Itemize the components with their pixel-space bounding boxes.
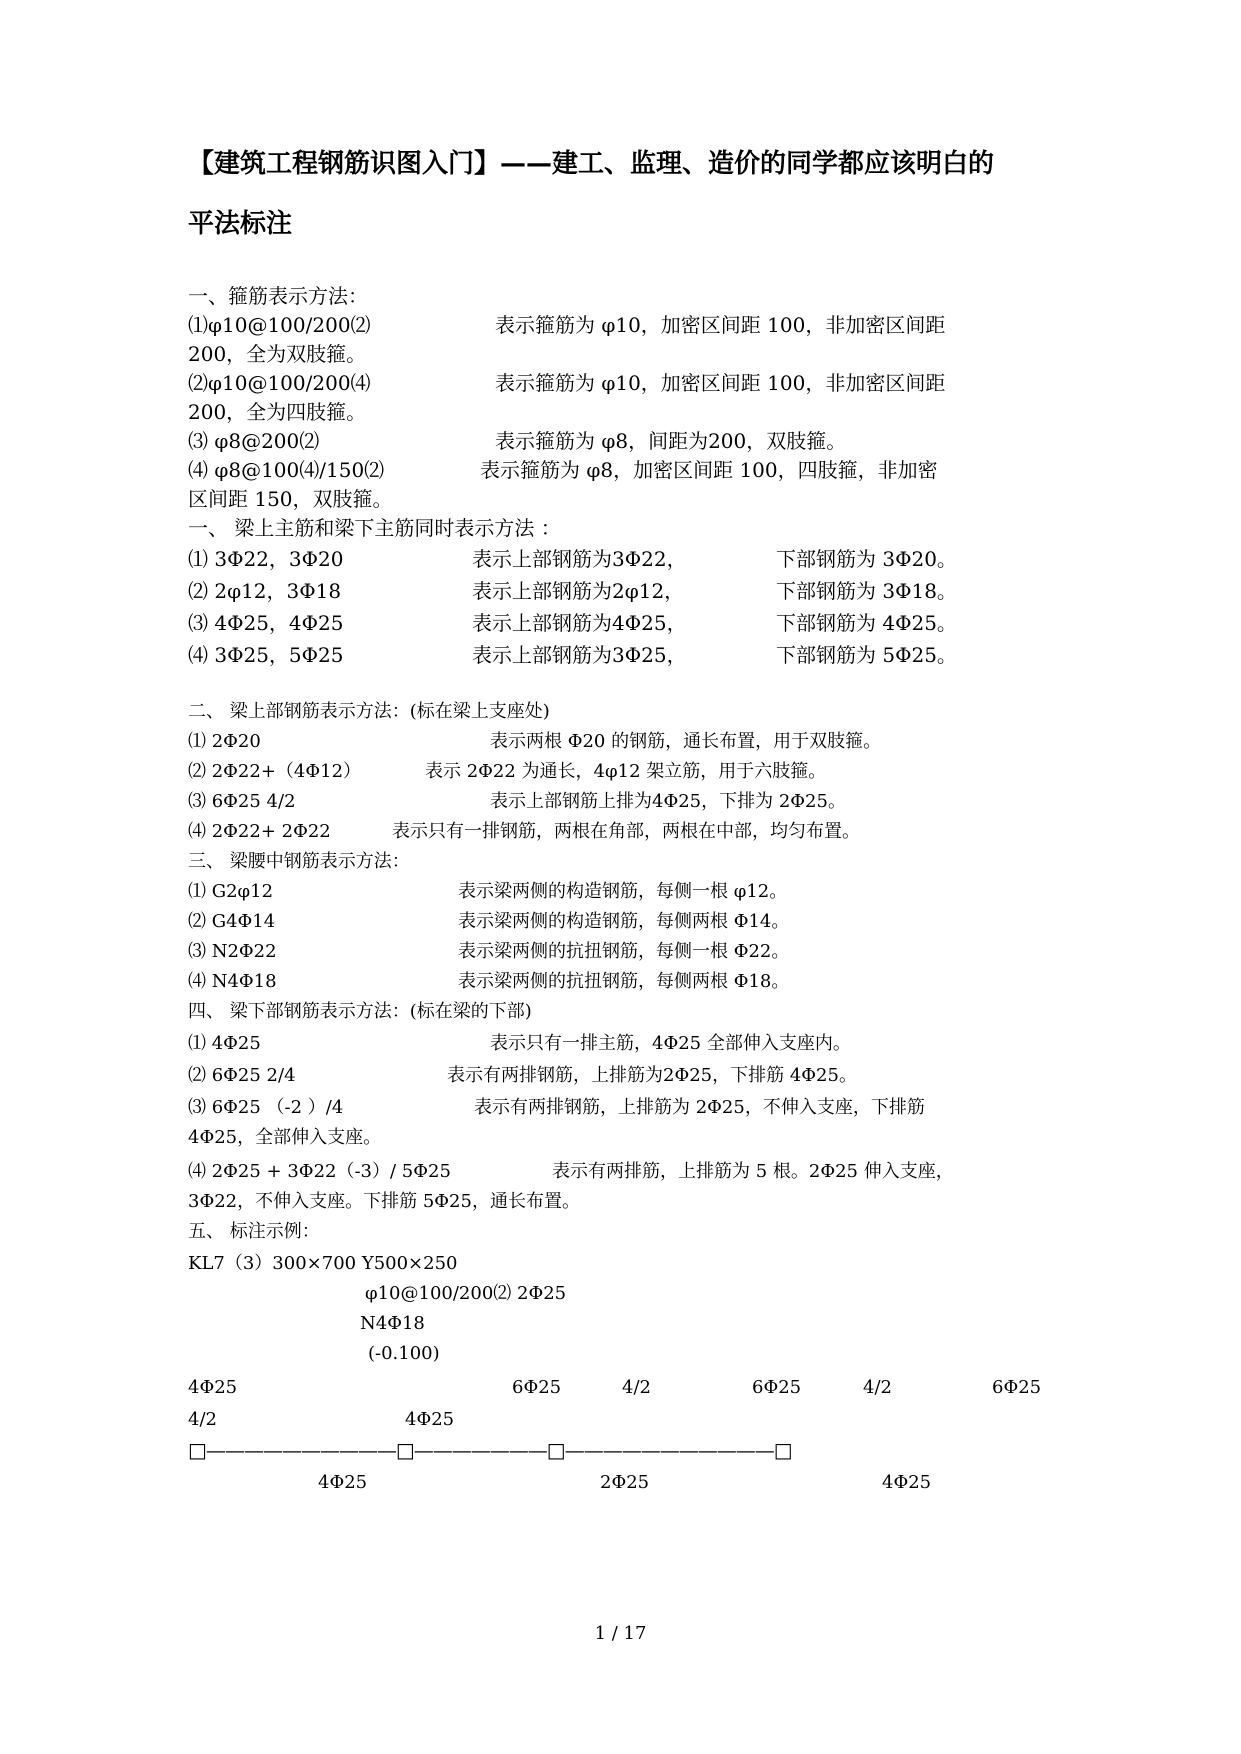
example-top-label-6: 6Φ25 <box>992 1377 1042 1398</box>
s5-item-1-desc: 表示只有一排主筋，4Φ25 全部伸入支座内。 <box>490 1033 851 1054</box>
s5-item-2-code: ⑵ 6Φ25 2/4 <box>188 1065 296 1086</box>
example-top-label-5: 4/2 <box>863 1377 892 1398</box>
example-bottom-label-2: 2Φ25 <box>600 1472 650 1493</box>
s1-item-4-desc: 表示箍筋为 φ8，加密区间距 100，四肢箍，非加密 <box>480 458 938 482</box>
example-top-label-1: 4Φ25 <box>188 1377 238 1398</box>
s2-item-4-code: ⑷ 3Φ25，5Φ25 <box>188 643 344 667</box>
page-number: 1 / 17 <box>594 1623 647 1644</box>
s3-item-3-desc: 表示上部钢筋上排为4Φ25，下排为 2Φ25。 <box>490 791 846 812</box>
s2-item-2-code: ⑵ 2φ12，3Φ18 <box>188 579 342 603</box>
example-top-label-4: 6Φ25 <box>752 1377 802 1398</box>
example-elevation: (-0.100) <box>368 1343 440 1364</box>
s2-item-2-desc: 表示上部钢筋为2φ12， <box>472 579 685 603</box>
s5-item-4-cont: 3Φ22，不伸入支座。下排筋 5Φ25，通长布置。 <box>188 1191 580 1212</box>
s5-item-3-cont: 4Φ25，全部伸入支座。 <box>188 1127 382 1148</box>
s5-item-3-code: ⑶ 6Φ25 （-2 ）/4 <box>188 1097 344 1118</box>
section-1-heading: 一、箍筋表示方法： <box>188 284 368 308</box>
s1-item-1-cont: 200，全为双肢箍。 <box>188 342 367 366</box>
s5-item-4-desc: 表示有两排筋，上排筋为 5 根。2Φ25 伸入支座， <box>552 1161 954 1182</box>
s2-item-3-code: ⑶ 4Φ25，4Φ25 <box>188 611 344 635</box>
s1-item-3-code: ⑶ φ8@200⑵ <box>188 429 320 453</box>
document-title-line-1: 【建筑工程钢筋识图入门】——建工、监理、造价的同学都应该明白的 <box>188 149 995 179</box>
s1-item-3-desc: 表示箍筋为 φ8，间距为200，双肢箍。 <box>495 429 847 453</box>
example-bottom-label-1: 4Φ25 <box>318 1472 368 1493</box>
s3-item-1-desc: 表示两根 Φ20 的钢筋，通长布置，用于双肢箍。 <box>490 731 882 752</box>
s2-item-2-desc2: 下部钢筋为 3Φ18。 <box>776 579 957 603</box>
s4-item-3-code: ⑶ N2Φ22 <box>188 941 277 962</box>
example-mid-label-2: 4Φ25 <box>405 1409 455 1430</box>
s1-item-2-cont: 200，全为四肢箍。 <box>188 400 367 424</box>
example-stirrup: φ10@100/200⑵ 2Φ25 <box>365 1283 567 1304</box>
s4-item-3-desc: 表示梁两侧的抗扭钢筋，每侧一根 Φ22。 <box>458 941 790 962</box>
s1-item-1-desc: 表示箍筋为 φ10，加密区间距 100，非加密区间距 <box>495 313 946 337</box>
s2-item-1-code: ⑴ 3Φ22，3Φ20 <box>188 547 344 571</box>
s4-item-1-desc: 表示梁两侧的构造钢筋，每侧一根 φ12。 <box>458 881 788 902</box>
s1-item-4-code: ⑷ φ8@100⑷/150⑵ <box>188 458 385 482</box>
s2-item-3-desc: 表示上部钢筋为4Φ25， <box>472 611 687 635</box>
s4-item-2-code: ⑵ G4Φ14 <box>188 911 276 932</box>
example-beam-line: □——————————□———————□———————————□ <box>188 1438 792 1462</box>
s1-item-2-desc: 表示箍筋为 φ10，加密区间距 100，非加密区间距 <box>495 371 946 395</box>
s3-item-4-code: ⑷ 2Φ22+ 2Φ22 <box>188 821 331 842</box>
section-3-heading: 二、 梁上部钢筋表示方法：(标在梁上支座处) <box>188 701 550 722</box>
s4-item-1-code: ⑴ G2φ12 <box>188 881 274 902</box>
s2-item-4-desc: 表示上部钢筋为3Φ25， <box>472 643 687 667</box>
s4-item-4-code: ⑷ N4Φ18 <box>188 971 277 992</box>
s3-item-3-code: ⑶ 6Φ25 4/2 <box>188 791 296 812</box>
example-top-label-3: 4/2 <box>622 1377 651 1398</box>
s2-item-3-desc2: 下部钢筋为 4Φ25。 <box>776 611 957 635</box>
s3-item-2-code: ⑵ 2Φ22+（4Φ12） <box>188 761 362 782</box>
s5-item-1-code: ⑴ 4Φ25 <box>188 1033 261 1054</box>
s2-item-4-desc2: 下部钢筋为 5Φ25。 <box>776 643 957 667</box>
s1-item-4-cont: 区间距 150，双肢箍。 <box>188 487 393 511</box>
example-top-label-2: 6Φ25 <box>512 1377 562 1398</box>
s1-item-1-code: ⑴φ10@100/200⑵ <box>188 313 371 337</box>
s5-item-4-code: ⑷ 2Φ25 + 3Φ22（-3）/ 5Φ25 <box>188 1161 451 1182</box>
s1-item-2-code: ⑵φ10@100/200⑷ <box>188 371 371 395</box>
example-bottom-label-3: 4Φ25 <box>882 1472 932 1493</box>
s4-item-4-desc: 表示梁两侧的抗扭钢筋，每侧两根 Φ18。 <box>458 971 790 992</box>
document-title-line-2: 平法标注 <box>188 209 293 239</box>
section-6-heading: 五、 标注示例： <box>188 1221 320 1242</box>
example-side-bars: N4Φ18 <box>360 1313 425 1334</box>
section-4-heading: 三、 梁腰中钢筋表示方法： <box>188 851 410 872</box>
section-2-heading: 一、 梁上主筋和梁下主筋同时表示方法 ： <box>188 516 561 540</box>
s5-item-2-desc: 表示有两排钢筋，上排筋为2Φ25，下排筋 4Φ25。 <box>447 1065 857 1086</box>
section-5-heading: 四、 梁下部钢筋表示方法：(标在梁的下部) <box>188 1001 532 1022</box>
s2-item-1-desc: 表示上部钢筋为3Φ22， <box>472 547 687 571</box>
s5-item-3-desc: 表示有两排钢筋，上排筋为 2Φ25，不伸入支座，下排筋 <box>474 1097 925 1118</box>
s2-item-1-desc2: 下部钢筋为 3Φ20。 <box>776 547 957 571</box>
s3-item-1-code: ⑴ 2Φ20 <box>188 731 261 752</box>
example-mid-label-1: 4/2 <box>188 1409 217 1430</box>
s3-item-2-desc: 表示 2Φ22 为通长，4φ12 架立筋，用于六肢箍。 <box>425 761 827 782</box>
s4-item-2-desc: 表示梁两侧的构造钢筋，每侧两根 Φ14。 <box>458 911 790 932</box>
s3-item-4-desc: 表示只有一排钢筋，两根在角部，两根在中部，均匀布置。 <box>392 821 860 842</box>
example-beam-id: KL7（3）300×700 Y500×250 <box>188 1253 458 1274</box>
